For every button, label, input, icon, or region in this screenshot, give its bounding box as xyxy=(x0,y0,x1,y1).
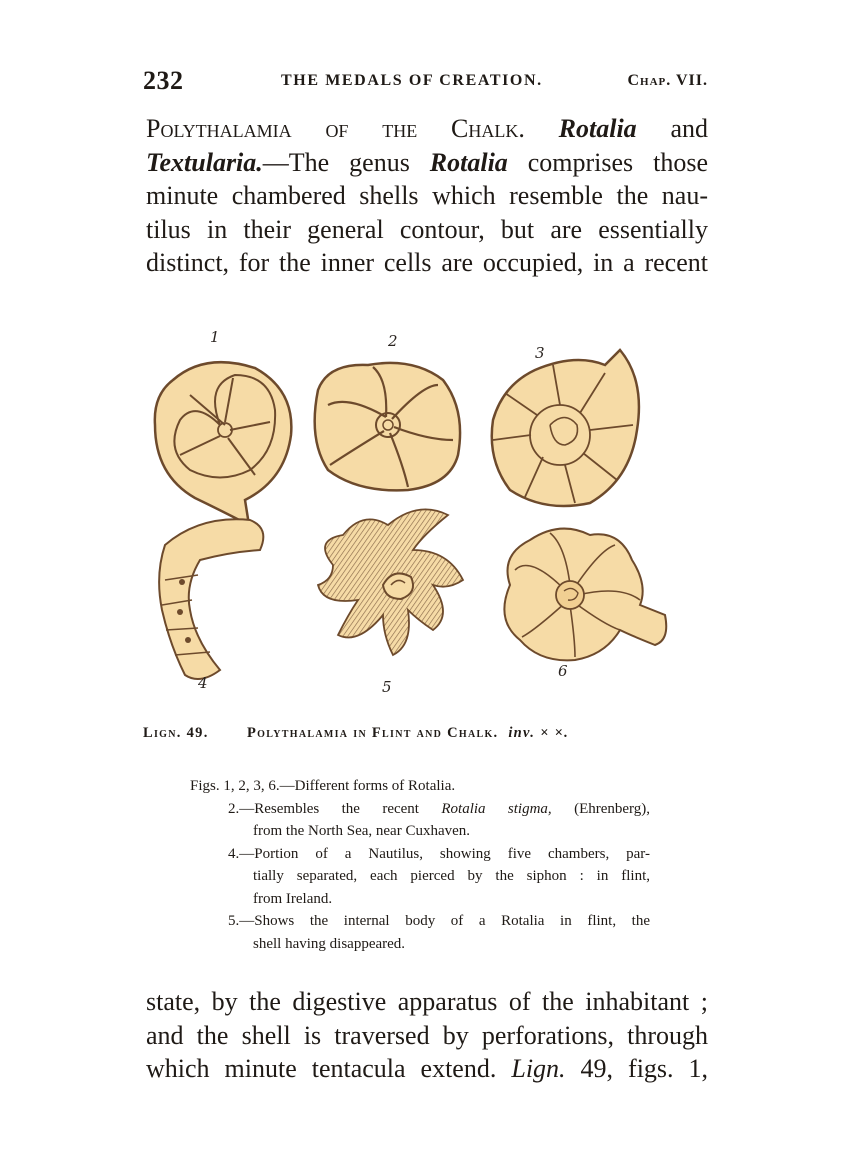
note-1-text: —Different forms of Rotalia. xyxy=(279,778,456,794)
paragraph-top-line-3: minute chambered shells which resemble the nau- xyxy=(146,181,708,210)
note-fig-4 xyxy=(190,843,650,866)
fig-1-rotalia xyxy=(155,362,292,525)
chapter-label: Chap. VII. xyxy=(627,72,708,89)
caption-label: Lign. 49. xyxy=(143,725,209,741)
paragraph-bottom-line-2: and the shell is traversed by perforations, through xyxy=(146,1020,708,1050)
paragraph-top-line-5: distinct, for the inner cells are occupied, in a recent xyxy=(146,248,708,277)
text-tentacula: which minute tentacula extend. xyxy=(146,1054,497,1083)
heading-polythalamia: Polythalamia xyxy=(146,114,292,143)
note-4-line-2-text: tially separated, each pierced by the siphon : in flint, xyxy=(253,868,650,884)
paragraph-top-line-1 xyxy=(146,112,708,146)
paragraph-top xyxy=(146,112,708,280)
heading-of-the: of the xyxy=(325,114,418,143)
word-and: and xyxy=(670,114,709,143)
caption-title xyxy=(247,725,569,742)
text-figs: 49, figs. 1, xyxy=(580,1054,709,1083)
paragraph-bottom-line-3 xyxy=(146,1052,708,1086)
heading-chalk: Chalk. xyxy=(451,114,525,143)
note-2-continuation: from the North Sea, near Cuxhaven. xyxy=(253,823,471,839)
genus-textularia: Textularia. xyxy=(146,147,263,177)
figure-lign-49 xyxy=(150,320,670,700)
note-4-lead: 4. xyxy=(228,845,240,862)
fig-4-nautilus xyxy=(159,519,263,679)
rotalia-illustration xyxy=(150,320,670,700)
paragraph-top-line-2 xyxy=(146,146,708,180)
text-the-genus: —The genus xyxy=(262,147,410,177)
figure-notes xyxy=(190,775,650,955)
note-2-text-a: —Resembles the recent xyxy=(239,800,419,817)
fig-label-1: 1 xyxy=(210,328,220,346)
note-2-lead: 2. xyxy=(228,800,240,817)
caption-suffix: inv. × ×. xyxy=(508,725,570,741)
fig-6-rotalia xyxy=(504,529,666,661)
text-lign: Lign. xyxy=(511,1054,566,1083)
fig-label-5: 5 xyxy=(382,678,392,696)
running-title: THE MEDALS OF CREATION. xyxy=(281,72,543,89)
paragraph-bottom-line-1: state, by the digestive apparatus of the inhabitant ; xyxy=(146,987,708,1016)
text-comprises: comprises those xyxy=(527,147,708,177)
note-5-text: —Shows the internal body of a Rotalia in flint, the xyxy=(239,913,650,929)
genus-rotalia-2: Rotalia xyxy=(429,147,508,177)
note-fig-5 xyxy=(190,910,650,933)
fig-label-4: 4 xyxy=(198,674,208,692)
note-2-line-1 xyxy=(228,798,650,821)
note-4-line-3: from Ireland. xyxy=(253,890,333,907)
page-number: 232 xyxy=(143,66,184,95)
note-fig-2 xyxy=(190,798,650,821)
note-5-lead: 5. xyxy=(228,913,240,929)
running-head xyxy=(143,66,708,94)
fig-3-rotalia xyxy=(492,350,639,506)
note-4-line-1 xyxy=(228,843,650,866)
fig-label-6: 6 xyxy=(558,662,568,680)
note-5-line-2: shell having disappeared. xyxy=(253,935,406,952)
paragraph-bottom xyxy=(146,985,708,1086)
fig-2-rotalia xyxy=(315,363,460,490)
note-2-species: Rotalia stigma, xyxy=(441,800,552,817)
note-1-lead: Figs. 1, 2, 3, 6. xyxy=(190,778,280,794)
fig-5-rotalia-body xyxy=(318,509,463,655)
note-4-line-2 xyxy=(190,865,650,888)
note-2-text-b: (Ehrenberg), xyxy=(574,800,651,817)
paragraph-top-line-4: tilus in their general contour, but are essentially xyxy=(146,214,708,244)
fig-label-3: 3 xyxy=(535,344,545,362)
fig-label-2: 2 xyxy=(388,332,398,350)
caption-title-text: Polythalamia in Flint and Chalk. xyxy=(247,725,499,741)
note-figs-1-2-3-6 xyxy=(190,775,650,798)
genus-rotalia: Rotalia xyxy=(558,114,637,143)
note-4-text: —Portion of a Nautilus, showing five chambers, par- xyxy=(239,845,650,862)
note-5-line-1 xyxy=(228,910,650,933)
